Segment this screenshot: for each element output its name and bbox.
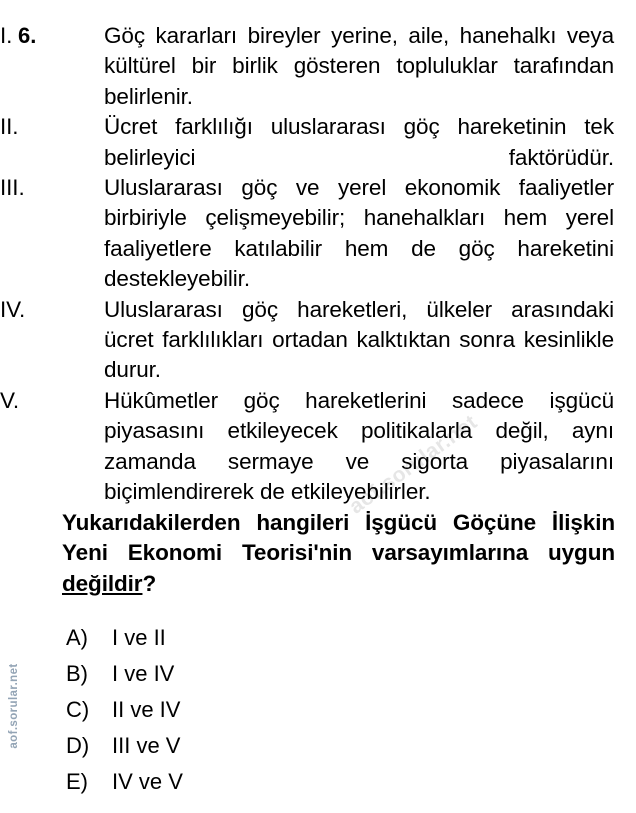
option-b-text: I ve IV [112,661,175,686]
option-d-text: III ve V [112,733,181,758]
statement-text: Göç kararları bireyler yerine, aile, hanehalkı veya kültürel bir birlik gösteren topluluklar tarafından belirlenir. [104,23,614,109]
option-c[interactable] [0,692,636,728]
option-a[interactable] [0,620,636,656]
statement-list [0,21,636,508]
prompt-emphasis: değildir [62,570,143,596]
answer-options [0,620,636,800]
diagonal-watermark: aof.sorular.net [345,410,482,519]
statement-item [0,173,636,295]
prompt-text-before: Yukarıdakilerden hangileri İşgücü Göçüne İlişkin Yeni Ekonomi Teorisi'nin varsayımlarına uygun [62,510,615,566]
statement-item [0,21,636,112]
option-d[interactable] [0,728,636,764]
statement-numeral: II. [0,114,19,140]
option-c-text: II ve IV [112,697,181,722]
option-a-label: A) [66,625,88,650]
option-b-label: B) [66,661,88,686]
statement-item [0,295,636,386]
statement-text: Uluslararası göç ve yerel ekonomik faaliyetler birbiriyle çelişmeyebilir; hanehalkları hem yerel faaliyetlere katılabilir hem de göç hareketini destekleyebilir. [104,175,614,292]
option-e-label: E) [66,769,88,794]
question-prompt [62,508,615,599]
statement-text: Hükûmetler göç hareketlerini sadece işgücü piyasasını etkileyecek politikalarla değil, aynı zamanda sermaye ve sigorta piyasalarını biçimlendirerek de etkileyebilirler. [104,387,614,505]
statement-text: Ücret farklılığı uluslararası göç hareketinin tek belirleyici faktörüdür. [104,114,614,170]
prompt-text-after: ? [142,570,157,596]
option-c-label: C) [66,697,90,722]
statement-text: Uluslararası göç hareketleri, ülkeler arasındaki ücret farklılıkları ortadan kalktıktan sonra kesinlikle durur. [104,296,614,383]
option-a-text: I ve II [112,625,166,650]
option-e-text: IV ve V [112,769,183,794]
question-number: 6. [18,23,37,48]
statement-item [0,112,636,173]
option-b[interactable] [0,656,636,692]
statement-item [0,386,636,508]
statement-numeral: I. [0,23,13,48]
statement-numeral: III. [0,175,25,201]
statement-numeral: V. [0,387,19,413]
side-watermark: aof.sorular.net [8,663,20,749]
option-e[interactable] [0,764,636,800]
option-d-label: D) [66,733,90,758]
statement-numeral: IV. [0,296,26,322]
